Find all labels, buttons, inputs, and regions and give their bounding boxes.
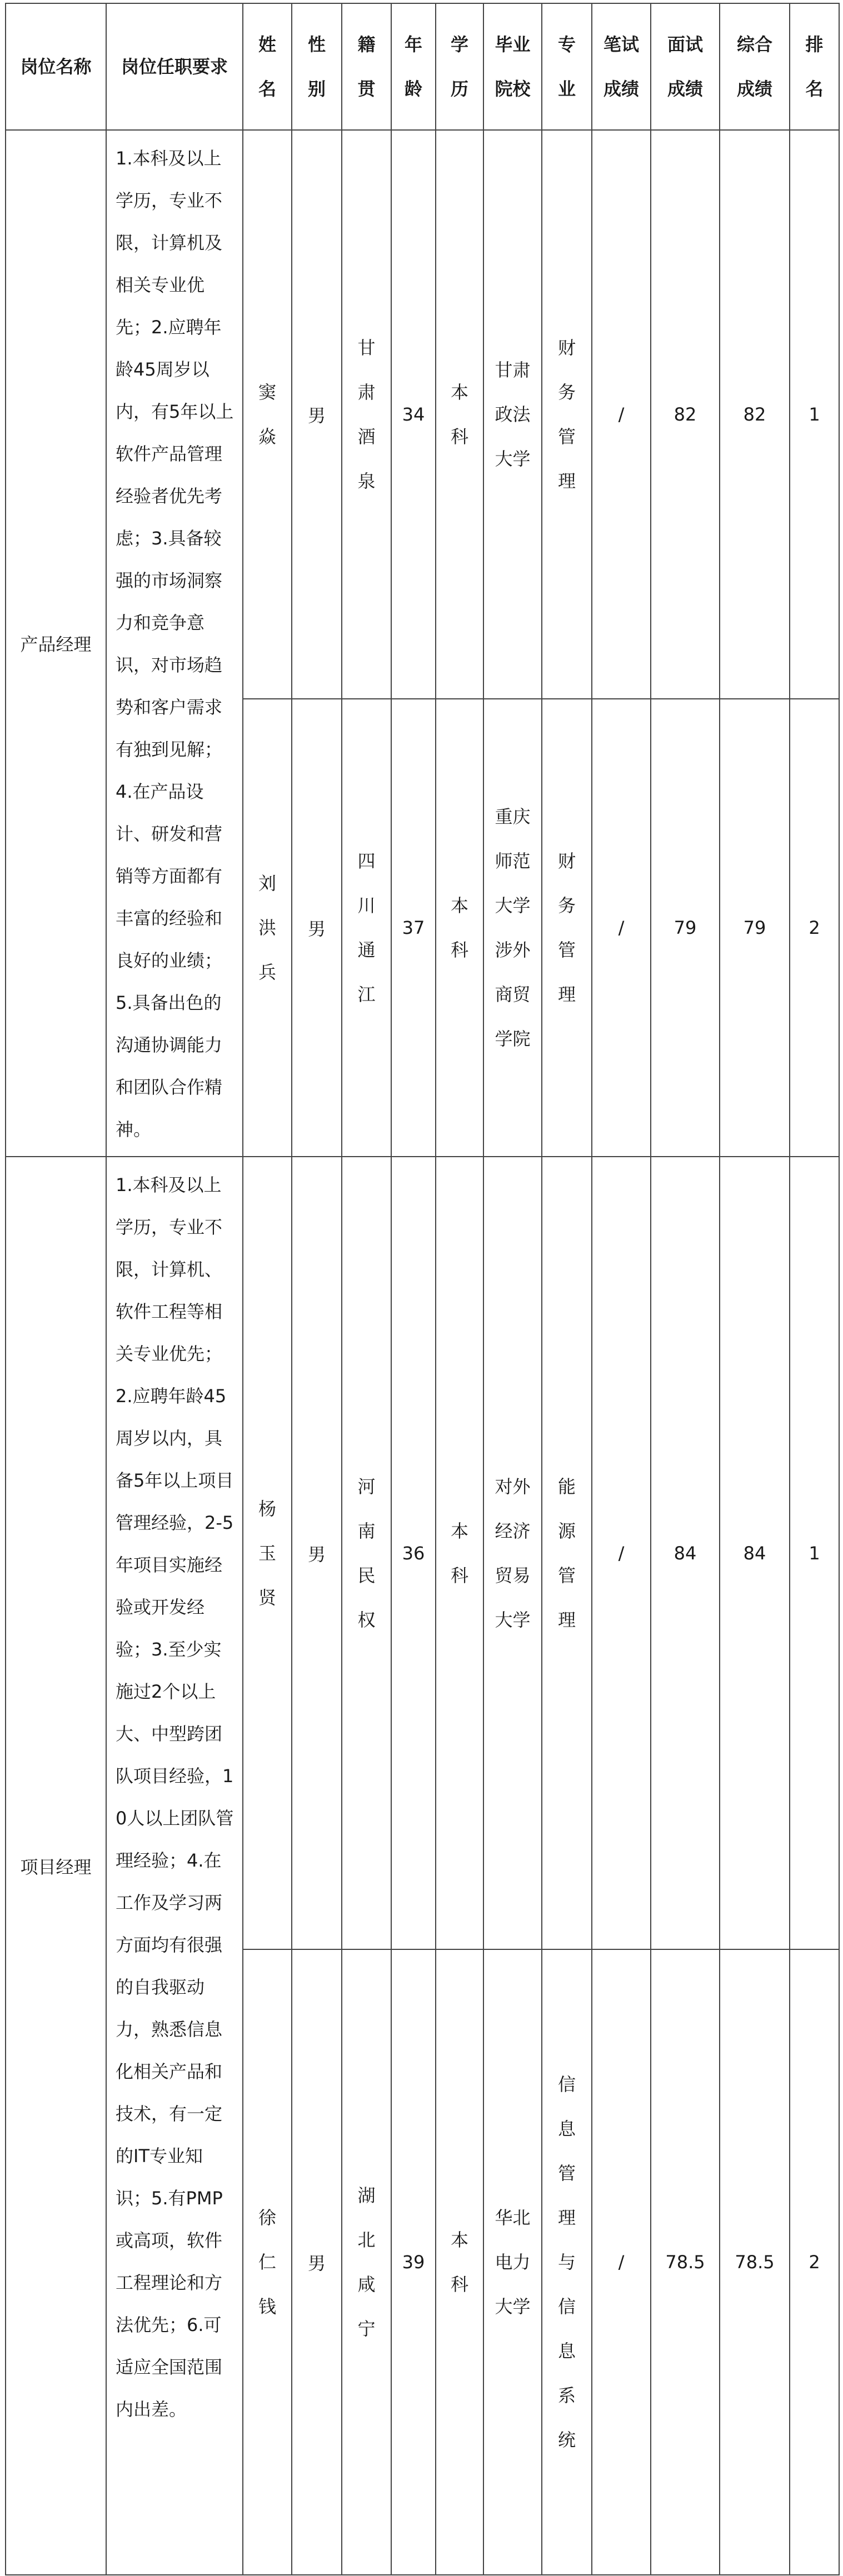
candidate-written: / xyxy=(592,130,651,699)
candidate-total: 79 xyxy=(720,699,790,1157)
candidate-edu: 本科 xyxy=(436,1949,483,2575)
candidate-interview: 84 xyxy=(651,1157,720,1949)
candidate-gender: 男 xyxy=(292,699,342,1157)
candidate-total: 82 xyxy=(720,130,790,699)
header-cell: 毕业院校 xyxy=(483,3,542,130)
position-name: 产品经理 xyxy=(6,130,106,1157)
candidate-written: / xyxy=(592,699,651,1157)
header-row xyxy=(6,3,839,130)
candidate-edu: 本科 xyxy=(436,1157,483,1949)
candidate-written: / xyxy=(592,1157,651,1949)
candidate-total: 84 xyxy=(720,1157,790,1949)
candidate-interview: 79 xyxy=(651,699,720,1157)
header-cell: 专业 xyxy=(542,3,592,130)
candidate-native: 河南民权 xyxy=(342,1157,391,1949)
results-table xyxy=(5,3,840,2575)
candidate-school: 甘肃政法大学 xyxy=(483,130,542,699)
position-requirements: 1.本科及以上学历，专业不限，计算机及相关专业优先；2.应聘年龄45周岁以内，有5年以上软件产品管理经验者优先考虑；3.具备较强的市场洞察力和竞争意识，对市场趋势和客户需求有独到见解；4.在产品设计、研发和营销等方面都有丰富的经验和良好的业绩；5.具备出色的沟通协调能力和团队合作精神。 xyxy=(106,130,243,1157)
candidate-name: 窦焱 xyxy=(243,130,292,699)
candidate-native: 湖北咸宁 xyxy=(342,1949,391,2575)
candidate-name: 杨玉贤 xyxy=(243,1157,292,1949)
candidate-rank: 1 xyxy=(790,1157,839,1949)
candidate-total: 78.5 xyxy=(720,1949,790,2575)
header-cell: 面试成绩 xyxy=(651,3,720,130)
header-cell: 年龄 xyxy=(391,3,436,130)
table-row xyxy=(6,130,839,699)
candidate-rank: 1 xyxy=(790,130,839,699)
candidate-edu: 本科 xyxy=(436,130,483,699)
position-name: 项目经理 xyxy=(6,1157,106,2575)
candidate-native: 甘肃酒泉 xyxy=(342,130,391,699)
candidate-age: 37 xyxy=(391,699,436,1157)
candidate-school: 对外经济贸易大学 xyxy=(483,1157,542,1949)
candidate-name: 徐仁钱 xyxy=(243,1949,292,2575)
candidate-gender: 男 xyxy=(292,1157,342,1949)
candidate-gender: 男 xyxy=(292,1949,342,2575)
candidate-age: 34 xyxy=(391,130,436,699)
candidate-native: 四川通江 xyxy=(342,699,391,1157)
candidate-gender: 男 xyxy=(292,130,342,699)
table-row xyxy=(6,1157,839,1949)
header-cell: 岗位任职要求 xyxy=(106,3,243,130)
candidate-school: 华北电力大学 xyxy=(483,1949,542,2575)
header-cell: 岗位名称 xyxy=(6,3,106,130)
header-cell: 性别 xyxy=(292,3,342,130)
candidate-major: 财务管理 xyxy=(542,130,592,699)
header-cell: 排名 xyxy=(790,3,839,130)
candidate-age: 36 xyxy=(391,1157,436,1949)
header-cell: 综合成绩 xyxy=(720,3,790,130)
candidate-school: 重庆师范大学涉外商贸学院 xyxy=(483,699,542,1157)
candidate-written: / xyxy=(592,1949,651,2575)
candidate-interview: 82 xyxy=(651,130,720,699)
candidate-name: 刘洪兵 xyxy=(243,699,292,1157)
candidate-rank: 2 xyxy=(790,1949,839,2575)
position-requirements: 1.本科及以上学历，专业不限，计算机、软件工程等相关专业优先；2.应聘年龄45周岁以内，具备5年以上项目管理经验，2-5年项目实施经验或开发经验；3.至少实施过2个以上大、中型跨团队项目经验，10人以上团队管理经验；4.在工作及学习两方面均有很强的自我驱动力，熟悉信息化相关产品和技术，有一定的IT专业知识；5.有PMP或高项，软件工程理论和方法优先；6.可适应全国范围内出差。 xyxy=(106,1157,243,2575)
header-cell: 籍贯 xyxy=(342,3,391,130)
header-cell: 笔试成绩 xyxy=(592,3,651,130)
header-cell: 学历 xyxy=(436,3,483,130)
candidate-rank: 2 xyxy=(790,699,839,1157)
candidate-major: 财务管理 xyxy=(542,699,592,1157)
header-cell: 姓名 xyxy=(243,3,292,130)
candidate-age: 39 xyxy=(391,1949,436,2575)
candidate-edu: 本科 xyxy=(436,699,483,1157)
candidate-major: 能源管理 xyxy=(542,1157,592,1949)
candidate-major: 信息管理与信息系统 xyxy=(542,1949,592,2575)
candidate-interview: 78.5 xyxy=(651,1949,720,2575)
